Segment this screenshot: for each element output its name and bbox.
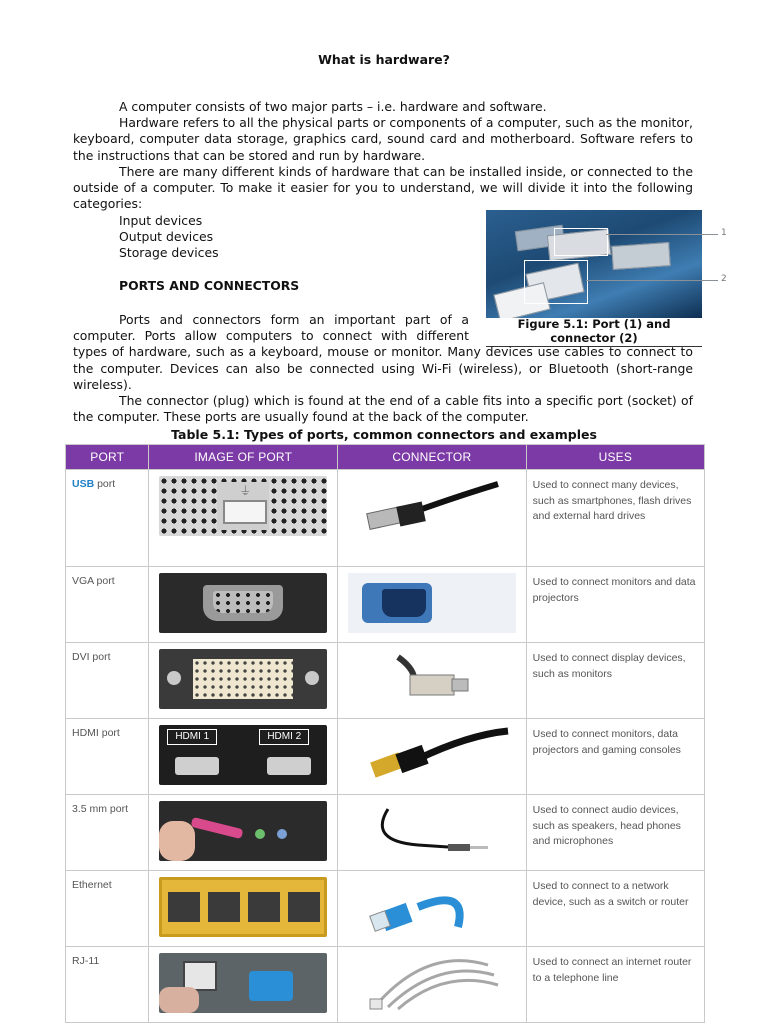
rj11-port-photo bbox=[159, 953, 327, 1013]
connector-image-cell bbox=[338, 470, 527, 567]
paragraph-4 bbox=[73, 312, 693, 393]
paragraph-5: The connector (plug) which is found at the end of a cable fits into a specific port (socket) of the computer. These ports are usually found at the back of the computer. bbox=[73, 393, 693, 425]
connector-image-cell bbox=[338, 795, 527, 871]
category-item: Input devices bbox=[119, 213, 203, 228]
table-row bbox=[66, 719, 705, 795]
dvi-port-photo bbox=[159, 649, 327, 709]
hdmi-label-1: HDMI 1 bbox=[167, 729, 217, 745]
port-name: RJ-11 bbox=[66, 947, 149, 1023]
figure-caption: Figure 5.1: Port (1) and connector (2) bbox=[486, 317, 702, 347]
callout-label-1: 1 bbox=[721, 228, 727, 238]
paragraph-4-text: Ports and connectors form an important part of a computer. Ports allow computers to connect with different types of hardware, such as a keyboard, mouse or monitor. Many devices use cables to connect to the computer. Devices can also be connected using Wi-Fi (wireless), or Bluetooth (short-range wireless). bbox=[73, 312, 693, 392]
port-image-cell bbox=[149, 795, 338, 871]
port-uses: Used to connect display devices, such as monitors bbox=[526, 643, 704, 719]
port-uses: Used to connect monitors and data projectors bbox=[526, 567, 704, 643]
category-item: Storage devices bbox=[119, 245, 219, 261]
connector-image-cell bbox=[338, 719, 527, 795]
table-row bbox=[66, 470, 705, 567]
connector-image-cell bbox=[338, 871, 527, 947]
usb-port-photo: ⏚ bbox=[159, 476, 327, 536]
column-header-uses: USES bbox=[526, 445, 704, 470]
port-connector-photo bbox=[486, 210, 702, 318]
port-uses: Used to connect an internet router to a telephone line bbox=[526, 947, 704, 1023]
paragraph-2: Hardware refers to all the physical parts or components of a computer, such as the monitor, keyboard, computer data storage, graphics card, sound card and motherboard. Software refers to the instructions that can be stored and run by hardware. bbox=[73, 115, 693, 163]
callout-label-2: 2 bbox=[721, 274, 727, 284]
ports-table bbox=[65, 444, 705, 1023]
callout-line-2 bbox=[586, 280, 718, 281]
port-name bbox=[66, 470, 149, 567]
port-uses: Used to connect monitors, data projectors and gaming consoles bbox=[526, 719, 704, 795]
port-uses: Used to connect audio devices, such as speakers, head phones and microphones bbox=[526, 795, 704, 871]
category-list bbox=[73, 213, 473, 262]
paragraph-1: A computer consists of two major parts – i.e. hardware and software. bbox=[119, 99, 547, 114]
section-heading: PORTS AND CONNECTORS bbox=[119, 277, 300, 293]
categories-block bbox=[73, 213, 473, 294]
port-name: 3.5 mm port bbox=[66, 795, 149, 871]
paragraph-3: There are many different kinds of hardware that can be installed inside, or connected to the outside of a computer. To make it easier for you to understand, we will divide it into the following categories: bbox=[73, 163, 693, 212]
usb-connector-photo bbox=[348, 476, 516, 536]
table-row bbox=[66, 947, 705, 1023]
connector-image-cell bbox=[338, 567, 527, 643]
port-uses: Used to connect to a network device, such as a switch or router bbox=[526, 871, 704, 947]
port-image-cell bbox=[149, 643, 338, 719]
connector-image-cell bbox=[338, 643, 527, 719]
table-header-row bbox=[66, 445, 705, 470]
column-header-port: PORT bbox=[66, 445, 149, 470]
vga-port-photo bbox=[159, 573, 327, 633]
callout-line-1 bbox=[606, 234, 718, 235]
table-row bbox=[66, 871, 705, 947]
connector-image-cell bbox=[338, 947, 527, 1023]
rj11-connector-photo bbox=[348, 953, 516, 1013]
port-name: DVI port bbox=[66, 643, 149, 719]
vga-connector-photo bbox=[348, 573, 516, 633]
audio-port-photo bbox=[159, 801, 327, 861]
hdmi-connector-photo bbox=[348, 725, 516, 785]
port-name-text: port bbox=[94, 478, 116, 490]
audio-connector-photo bbox=[348, 801, 516, 861]
table-row bbox=[66, 567, 705, 643]
column-header-image: IMAGE OF PORT bbox=[149, 445, 338, 470]
port-image-cell bbox=[149, 871, 338, 947]
ethernet-port-photo bbox=[159, 877, 327, 937]
table-row bbox=[66, 795, 705, 871]
table-caption: Table 5.1: Types of ports, common connectors and examples bbox=[171, 427, 597, 442]
column-header-connector: CONNECTOR bbox=[338, 445, 527, 470]
hdmi-label-2: HDMI 2 bbox=[259, 729, 309, 745]
dvi-connector-photo bbox=[348, 649, 516, 709]
category-item: Output devices bbox=[119, 229, 214, 245]
ports-text bbox=[73, 312, 693, 425]
port-image-cell bbox=[149, 947, 338, 1023]
ethernet-connector-photo bbox=[348, 877, 516, 937]
usb-accent-text: USB bbox=[72, 478, 95, 490]
port-image-cell bbox=[149, 567, 338, 643]
port-name: VGA port bbox=[66, 567, 149, 643]
page-title: What is hardware? bbox=[318, 52, 450, 67]
port-image-cell bbox=[149, 719, 338, 795]
hdmi-port-photo bbox=[159, 725, 327, 785]
port-name: Ethernet bbox=[66, 871, 149, 947]
port-image-cell bbox=[149, 470, 338, 567]
port-name: HDMI port bbox=[66, 719, 149, 795]
intro-text bbox=[73, 99, 693, 212]
port-uses: Used to connect many devices, such as smartphones, flash drives and external hard drives bbox=[526, 470, 704, 567]
table-row bbox=[66, 643, 705, 719]
